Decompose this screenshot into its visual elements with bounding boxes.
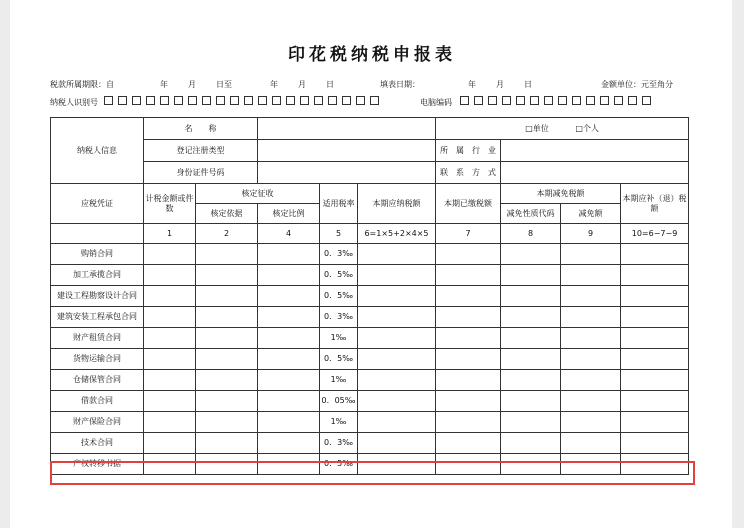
row-input-cell[interactable]: [621, 370, 689, 391]
row-tax-rate: 0．5‰: [320, 265, 358, 286]
day-label: 日: [326, 80, 334, 89]
row-input-cell[interactable]: [621, 286, 689, 307]
col-relief: 本期减免税额: [501, 184, 621, 204]
amount-unit: 金额单位：元至角分: [601, 80, 673, 89]
row-input-cell[interactable]: [144, 391, 196, 412]
contact-value[interactable]: [501, 162, 689, 184]
industry-label: 所 属 行 业: [436, 140, 501, 162]
row-input-cell[interactable]: [196, 412, 258, 433]
row-input-cell[interactable]: [358, 433, 436, 454]
row-voucher-name: 仓储保管合同: [51, 370, 144, 391]
row-input-cell[interactable]: [258, 349, 320, 370]
row-input-cell[interactable]: [258, 391, 320, 412]
row-input-cell[interactable]: [621, 454, 689, 475]
table-row: [51, 454, 689, 475]
row-tax-rate: 0．3‰: [320, 433, 358, 454]
taxpayer-id-label: 纳税人识别号: [50, 98, 98, 107]
row-tax-rate: 1‰: [320, 412, 358, 433]
fill-date-label: 填表日期：: [380, 80, 420, 89]
row-input-cell[interactable]: [621, 412, 689, 433]
row-input-cell[interactable]: [621, 265, 689, 286]
row-input-cell[interactable]: [436, 265, 501, 286]
row-voucher-name: 加工承揽合同: [51, 265, 144, 286]
row-tax-rate: 0．3‰: [320, 307, 358, 328]
row-input-cell[interactable]: [621, 349, 689, 370]
row-input-cell[interactable]: [621, 307, 689, 328]
row-input-cell[interactable]: [621, 433, 689, 454]
row-tax-rate: 0．05‰: [320, 391, 358, 412]
contact-label: 联 系 方 式: [436, 162, 501, 184]
id-value[interactable]: [258, 162, 436, 184]
row-input-cell[interactable]: [561, 265, 621, 286]
row-tax-rate: 0．3‰: [320, 244, 358, 265]
row-tax-rate: 0．5‰: [320, 286, 358, 307]
row-tax-rate: 0．5‰: [320, 349, 358, 370]
row-input-cell[interactable]: [258, 454, 320, 475]
table-row: [51, 370, 689, 391]
row-input-cell[interactable]: [436, 328, 501, 349]
row-input-cell[interactable]: [561, 244, 621, 265]
table-row: [51, 349, 689, 370]
row-input-cell[interactable]: [358, 370, 436, 391]
row-input-cell[interactable]: [258, 265, 320, 286]
name-label: 名 称: [144, 118, 258, 140]
computer-code-boxes[interactable]: [460, 96, 656, 105]
row-input-cell[interactable]: [258, 328, 320, 349]
row-input-cell[interactable]: [144, 412, 196, 433]
reg-type-label: 登记注册类型: [144, 140, 258, 162]
table-row: [51, 412, 689, 433]
row-input-cell[interactable]: [144, 307, 196, 328]
col-number: 6=1×5+2×4×5: [358, 224, 436, 244]
col-assessed-ratio: 核定比例: [258, 204, 320, 224]
col-refund: 本期应补（退）税额: [621, 184, 689, 224]
option-unit[interactable]: □单位: [525, 123, 549, 133]
row-input-cell[interactable]: [436, 433, 501, 454]
row-input-cell[interactable]: [561, 412, 621, 433]
col-number: 2: [196, 224, 258, 244]
row-input-cell[interactable]: [144, 265, 196, 286]
row-input-cell[interactable]: [196, 370, 258, 391]
row-input-cell[interactable]: [501, 433, 561, 454]
row-input-cell[interactable]: [144, 454, 196, 475]
row-voucher-name: 产权转移书据: [51, 454, 144, 475]
table-row: [51, 391, 689, 412]
row-input-cell[interactable]: [561, 433, 621, 454]
row-input-cell[interactable]: [144, 286, 196, 307]
col-number: 8: [501, 224, 561, 244]
row-input-cell[interactable]: [501, 412, 561, 433]
row-input-cell[interactable]: [561, 454, 621, 475]
industry-value[interactable]: [501, 140, 689, 162]
table-row: [51, 307, 689, 328]
row-input-cell[interactable]: [196, 433, 258, 454]
row-input-cell[interactable]: [436, 286, 501, 307]
row-input-cell[interactable]: [561, 307, 621, 328]
row-input-cell[interactable]: [358, 454, 436, 475]
row-input-cell[interactable]: [358, 286, 436, 307]
col-number: 5: [320, 224, 358, 244]
table-row: [51, 328, 689, 349]
row-input-cell[interactable]: [358, 265, 436, 286]
row-input-cell[interactable]: [501, 286, 561, 307]
row-input-cell[interactable]: [144, 244, 196, 265]
row-input-cell[interactable]: [196, 328, 258, 349]
row-voucher-name: 财产保险合同: [51, 412, 144, 433]
row-input-cell[interactable]: [561, 349, 621, 370]
table-row: [51, 433, 689, 454]
option-person[interactable]: □个人: [575, 123, 599, 133]
month-label: 月: [188, 80, 196, 89]
row-input-cell[interactable]: [196, 391, 258, 412]
row-voucher-name: 财产租赁合同: [51, 328, 144, 349]
row-input-cell[interactable]: [621, 391, 689, 412]
form-title: 印花税纳税申报表: [288, 45, 456, 65]
row-input-cell[interactable]: [258, 244, 320, 265]
table-row: [51, 265, 689, 286]
row-input-cell[interactable]: [561, 286, 621, 307]
row-input-cell[interactable]: [358, 307, 436, 328]
row-input-cell[interactable]: [561, 328, 621, 349]
reg-type-value[interactable]: [258, 140, 436, 162]
col-number: 7: [436, 224, 501, 244]
row-input-cell[interactable]: [196, 454, 258, 475]
row-input-cell[interactable]: [144, 433, 196, 454]
row-input-cell[interactable]: [358, 349, 436, 370]
row-voucher-name: 借款合同: [51, 391, 144, 412]
row-input-cell[interactable]: [196, 307, 258, 328]
row-input-cell[interactable]: [436, 370, 501, 391]
row-input-cell[interactable]: [358, 391, 436, 412]
col-number: 1: [144, 224, 196, 244]
row-input-cell[interactable]: [358, 244, 436, 265]
col-rate: 适用税率: [320, 184, 358, 224]
col-assessed: 核定征收: [196, 184, 320, 204]
row-input-cell[interactable]: [258, 412, 320, 433]
row-input-cell[interactable]: [501, 454, 561, 475]
row-voucher-name: 技术合同: [51, 433, 144, 454]
taxpayer-info-label: 纳税人信息: [51, 118, 144, 184]
row-tax-rate: 0．5‰: [320, 454, 358, 475]
tax-form-table: [50, 117, 689, 475]
table-row: [51, 244, 689, 265]
row-input-cell[interactable]: [258, 433, 320, 454]
row-input-cell[interactable]: [144, 370, 196, 391]
col-number: 9: [561, 224, 621, 244]
col-number-blank: [51, 224, 144, 244]
row-input-cell[interactable]: [501, 370, 561, 391]
row-input-cell[interactable]: [501, 244, 561, 265]
id-type-label: 身份证件号码: [144, 162, 258, 184]
computer-code-label: 电脑编码: [420, 98, 452, 107]
row-input-cell[interactable]: [196, 286, 258, 307]
row-input-cell[interactable]: [436, 349, 501, 370]
day-to-label: 日至: [216, 80, 232, 89]
row-input-cell[interactable]: [196, 265, 258, 286]
row-tax-rate: 1‰: [320, 328, 358, 349]
row-input-cell[interactable]: [258, 286, 320, 307]
row-input-cell[interactable]: [501, 349, 561, 370]
row-input-cell[interactable]: [144, 328, 196, 349]
row-input-cell[interactable]: [561, 370, 621, 391]
row-input-cell[interactable]: [258, 307, 320, 328]
col-number: 10=6−7−9: [621, 224, 689, 244]
row-input-cell[interactable]: [501, 328, 561, 349]
row-input-cell[interactable]: [436, 307, 501, 328]
row-voucher-name: 购销合同: [51, 244, 144, 265]
taxpayer-id-boxes[interactable]: [104, 96, 384, 105]
year-label: 年: [468, 80, 476, 89]
row-input-cell[interactable]: [436, 244, 501, 265]
taxpayer-type-options[interactable]: [436, 118, 689, 140]
row-input-cell[interactable]: [358, 412, 436, 433]
table-row: [51, 286, 689, 307]
name-value[interactable]: [258, 118, 436, 140]
month-label: 月: [298, 80, 306, 89]
year-label: 年: [270, 80, 278, 89]
year-label: 年: [160, 80, 168, 89]
row-input-cell[interactable]: [258, 370, 320, 391]
row-input-cell[interactable]: [436, 412, 501, 433]
row-input-cell[interactable]: [561, 391, 621, 412]
col-voucher: 应税凭证: [51, 184, 144, 224]
col-relief-amount: 减免额: [561, 204, 621, 224]
row-voucher-name: 建设工程勘察设计合同: [51, 286, 144, 307]
col-assessed-basis: 核定依据: [196, 204, 258, 224]
month-label: 月: [496, 80, 504, 89]
period-label: 税款所属期限：自: [50, 80, 114, 89]
day-label: 日: [524, 80, 532, 89]
row-tax-rate: 1‰: [320, 370, 358, 391]
row-input-cell[interactable]: [196, 244, 258, 265]
row-voucher-name: 货物运输合同: [51, 349, 144, 370]
col-payable: 本期应纳税额: [358, 184, 436, 224]
row-input-cell[interactable]: [501, 307, 561, 328]
col-relief-code: 减免性质代码: [501, 204, 561, 224]
row-input-cell[interactable]: [358, 328, 436, 349]
row-input-cell[interactable]: [436, 454, 501, 475]
col-number: 4: [258, 224, 320, 244]
row-input-cell[interactable]: [436, 391, 501, 412]
row-voucher-name: 建筑安装工程承包合同: [51, 307, 144, 328]
row-input-cell[interactable]: [621, 328, 689, 349]
col-amount: 计税金额或件数: [144, 184, 196, 224]
row-input-cell[interactable]: [196, 349, 258, 370]
row-input-cell[interactable]: [501, 391, 561, 412]
col-paid: 本期已缴税额: [436, 184, 501, 224]
row-input-cell[interactable]: [621, 244, 689, 265]
row-input-cell[interactable]: [144, 349, 196, 370]
row-input-cell[interactable]: [501, 265, 561, 286]
